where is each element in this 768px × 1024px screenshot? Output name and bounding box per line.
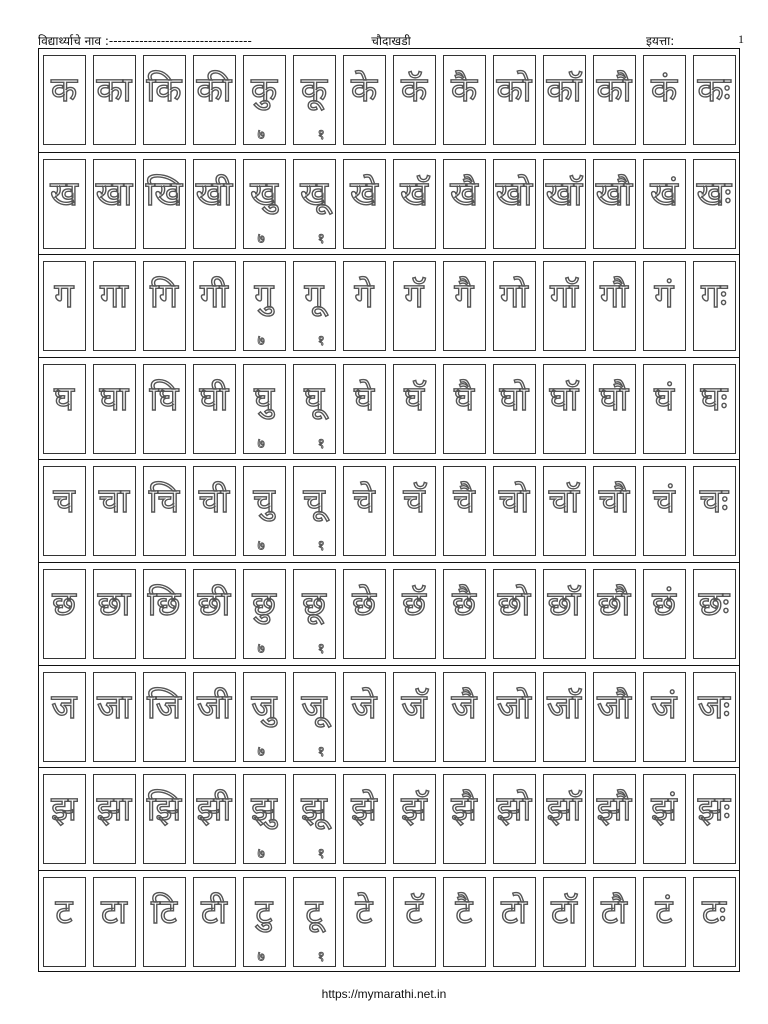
tracing-cell[interactable] [693, 364, 736, 454]
tracing-cell[interactable] [443, 672, 486, 762]
dotted-glyph: जः [697, 686, 731, 727]
dotted-glyph: झु [251, 789, 277, 830]
tracing-cell[interactable] [643, 466, 686, 556]
tracing-cell[interactable] [443, 55, 486, 145]
dotted-glyph: जं [651, 686, 677, 727]
tracing-cell[interactable] [493, 466, 536, 556]
tracing-cell[interactable] [143, 55, 186, 145]
tracing-cell[interactable] [593, 364, 636, 454]
tracing-cell[interactable] [493, 774, 536, 864]
dotted-glyph: खे [350, 173, 378, 214]
dotted-glyph: घॉ [549, 378, 579, 419]
dotted-glyph: खै [450, 173, 478, 214]
dotted-glyph: कै [450, 70, 478, 110]
dotted-glyph: चा [98, 481, 130, 522]
dotted-glyph: टी [201, 891, 227, 932]
dotted-glyph: घु [253, 378, 275, 419]
tracing-cell[interactable] [693, 877, 736, 967]
dotted-glyph: झ [51, 789, 77, 830]
tracing-cell[interactable] [493, 672, 536, 762]
tracing-cell[interactable] [593, 569, 636, 659]
tracing-cell[interactable] [293, 159, 336, 249]
dotted-glyph: कॅ [400, 70, 428, 110]
tracing-cell[interactable] [143, 774, 186, 864]
stroke-order-mark: १ [317, 743, 325, 760]
tracing-cell[interactable] [193, 569, 236, 659]
dotted-glyph: का [96, 70, 132, 110]
tracing-cell[interactable] [393, 774, 436, 864]
dotted-glyph: जौ [596, 686, 632, 727]
tracing-cell[interactable] [443, 261, 486, 351]
dotted-glyph: कू [300, 70, 328, 110]
dotted-glyph: खू [300, 173, 328, 214]
tracing-cell[interactable] [193, 159, 236, 249]
dotted-glyph: गै [454, 276, 474, 317]
tracing-cell[interactable] [43, 364, 86, 454]
dotted-glyph: छू [302, 584, 326, 624]
dotted-glyph: चू [303, 481, 325, 522]
dotted-glyph: गि [150, 276, 178, 317]
dotted-glyph: घौ [599, 378, 629, 419]
dotted-glyph: गे [354, 276, 374, 317]
tracing-cell[interactable] [243, 877, 286, 967]
dotted-glyph: टू [305, 891, 323, 932]
tracing-cell[interactable] [643, 672, 686, 762]
dotted-glyph: के [350, 70, 378, 110]
grid-row [39, 562, 739, 665]
stroke-order-mark: ७ [257, 230, 265, 247]
dotted-glyph: टा [101, 891, 127, 932]
dotted-glyph: घू [303, 378, 325, 419]
dotted-glyph: चे [353, 481, 375, 522]
tracing-cell[interactable] [593, 261, 636, 351]
tracing-cell[interactable] [393, 877, 436, 967]
tracing-cell[interactable] [593, 877, 636, 967]
tracing-cell[interactable] [293, 466, 336, 556]
dotted-glyph: ची [198, 481, 230, 522]
tracing-cell[interactable] [43, 466, 86, 556]
dotted-glyph: जॉ [546, 686, 582, 727]
dotted-glyph: टं [655, 891, 673, 932]
dotted-glyph: छै [452, 584, 476, 624]
tracing-cell[interactable] [243, 55, 286, 145]
tracing-cell[interactable] [593, 774, 636, 864]
tracing-cell[interactable] [293, 364, 336, 454]
stroke-order-mark: १ [317, 230, 325, 247]
dotted-glyph: छा [97, 584, 131, 624]
dotted-glyph: जा [96, 686, 132, 727]
tracing-cell[interactable] [93, 364, 136, 454]
dotted-glyph: झी [196, 789, 232, 830]
dotted-glyph: झि [146, 789, 182, 830]
tracing-cell[interactable] [493, 569, 536, 659]
dotted-glyph: घॅ [403, 378, 425, 419]
tracing-cell[interactable] [693, 672, 736, 762]
tracing-cell[interactable] [443, 569, 486, 659]
tracing-cell[interactable] [43, 159, 86, 249]
tracing-cell[interactable] [643, 159, 686, 249]
tracing-cell[interactable] [143, 159, 186, 249]
dotted-glyph: जे [351, 686, 377, 727]
dotted-glyph: टे [355, 891, 373, 932]
grid-row [39, 49, 739, 152]
dotted-glyph: टै [455, 891, 473, 932]
dotted-glyph: छ [52, 584, 76, 624]
tracing-cell[interactable] [43, 261, 86, 351]
tracing-cell[interactable] [593, 466, 636, 556]
tracing-cell[interactable] [593, 159, 636, 249]
tracing-cell[interactable] [293, 774, 336, 864]
grid-row [39, 665, 739, 768]
tracing-cell[interactable] [643, 877, 686, 967]
stroke-order-mark: १ [317, 846, 325, 863]
dotted-glyph: गु [254, 276, 274, 317]
dotted-glyph: खि [145, 173, 183, 214]
tracing-cell[interactable] [143, 261, 186, 351]
tracing-cell[interactable] [293, 55, 336, 145]
dotted-glyph: जै [451, 686, 477, 727]
dotted-glyph: टि [151, 891, 177, 932]
tracing-cell[interactable] [243, 364, 286, 454]
dotted-glyph: झॉ [546, 789, 582, 830]
dotted-glyph: गः [700, 276, 727, 317]
tracing-cell[interactable] [543, 159, 586, 249]
dotted-glyph: ख [50, 173, 78, 214]
tracing-cell[interactable] [243, 466, 286, 556]
dotted-glyph: घः [700, 378, 728, 419]
dotted-glyph: चु [253, 481, 275, 522]
tracing-cell[interactable] [493, 55, 536, 145]
dotted-glyph: खा [95, 173, 133, 214]
tracing-cell[interactable] [593, 672, 636, 762]
dotted-glyph: जु [251, 686, 277, 727]
dotted-glyph: घा [99, 378, 129, 419]
tracing-cell[interactable] [243, 261, 286, 351]
tracing-cell[interactable] [43, 672, 86, 762]
dotted-glyph: जॅ [401, 686, 427, 727]
barakhadi-grid [38, 48, 740, 972]
tracing-cell[interactable] [193, 877, 236, 967]
dotted-glyph: खु [250, 173, 278, 214]
tracing-cell[interactable] [443, 159, 486, 249]
tracing-cell[interactable] [293, 672, 336, 762]
tracing-cell[interactable] [143, 672, 186, 762]
dotted-glyph: टो [501, 891, 527, 932]
tracing-cell[interactable] [693, 774, 736, 864]
tracing-cell[interactable] [93, 672, 136, 762]
dotted-glyph: चॉ [548, 481, 580, 522]
dotted-glyph: क [50, 70, 78, 110]
stroke-order-mark: ७ [257, 641, 265, 657]
dotted-glyph: ज [51, 686, 77, 727]
tracing-cell[interactable] [693, 55, 736, 145]
dotted-glyph: छॅ [402, 584, 426, 624]
dotted-glyph: खी [195, 173, 233, 214]
tracing-cell[interactable] [143, 569, 186, 659]
stroke-order-mark: ७ [257, 127, 265, 143]
dotted-glyph: चि [148, 481, 180, 522]
dotted-glyph: चं [653, 481, 675, 522]
dotted-glyph: घी [199, 378, 229, 419]
tracing-cell[interactable] [643, 364, 686, 454]
tracing-cell[interactable] [493, 159, 536, 249]
dotted-glyph: कौ [596, 70, 632, 110]
tracing-cell[interactable] [693, 569, 736, 659]
tracing-cell[interactable] [93, 466, 136, 556]
dotted-glyph: घि [149, 378, 179, 419]
tracing-cell[interactable] [193, 55, 236, 145]
worksheet-title: चौदाखडी [371, 34, 411, 48]
dotted-glyph: टौ [601, 891, 627, 932]
stroke-order-mark: १ [317, 435, 325, 452]
tracing-cell[interactable] [143, 466, 186, 556]
tracing-cell[interactable] [693, 159, 736, 249]
tracing-cell[interactable] [143, 364, 186, 454]
dotted-glyph: खॉ [545, 173, 583, 214]
dotted-glyph: झो [496, 789, 532, 830]
tracing-cell[interactable] [243, 774, 286, 864]
tracing-cell[interactable] [343, 569, 386, 659]
stroke-order-mark: ७ [257, 948, 265, 965]
grid-row [39, 357, 739, 460]
tracing-cell[interactable] [643, 55, 686, 145]
tracing-cell[interactable] [393, 261, 436, 351]
dotted-glyph: टॉ [551, 891, 577, 932]
tracing-cell[interactable] [393, 569, 436, 659]
dotted-glyph: कि [146, 70, 182, 110]
dotted-glyph: घ [53, 378, 75, 419]
dotted-glyph: झॅ [401, 789, 427, 830]
tracing-cell[interactable] [543, 877, 586, 967]
dotted-glyph: ग [54, 276, 74, 317]
stroke-order-mark: १ [317, 333, 325, 350]
dotted-glyph: खो [495, 173, 533, 214]
tracing-cell[interactable] [393, 159, 436, 249]
tracing-cell[interactable] [243, 569, 286, 659]
tracing-cell[interactable] [343, 159, 386, 249]
dotted-glyph: चै [453, 481, 475, 522]
dotted-glyph: घो [499, 378, 529, 419]
tracing-cell[interactable] [393, 364, 436, 454]
dotted-glyph: छि [147, 584, 181, 624]
tracing-cell[interactable] [643, 774, 686, 864]
dotted-glyph: खं [650, 173, 678, 214]
grade-label: इयत्ता: [646, 34, 675, 48]
tracing-cell[interactable] [343, 55, 386, 145]
dotted-glyph: च [53, 481, 75, 522]
tracing-cell[interactable] [343, 774, 386, 864]
stroke-order-mark: १ [317, 641, 325, 657]
dotted-glyph: चॅ [403, 481, 425, 522]
dotted-glyph: घे [353, 378, 375, 419]
tracing-cell[interactable] [593, 55, 636, 145]
dotted-glyph: गॉ [550, 276, 578, 317]
dotted-glyph: छॉ [547, 584, 581, 624]
dotted-glyph: टॅ [405, 891, 423, 932]
dotted-glyph: खः [696, 173, 732, 214]
dotted-glyph: गू [304, 276, 324, 317]
tracing-cell[interactable] [243, 672, 286, 762]
tracing-cell[interactable] [443, 466, 486, 556]
footer-url[interactable]: https://mymarathi.net.in [321, 987, 447, 1001]
dotted-glyph: गॅ [404, 276, 424, 317]
tracing-cell[interactable] [343, 877, 386, 967]
grid-row [39, 152, 739, 255]
dotted-glyph: चो [498, 481, 530, 522]
dotted-glyph: खॅ [400, 173, 428, 214]
tracing-cell[interactable] [93, 569, 136, 659]
tracing-cell[interactable] [543, 569, 586, 659]
tracing-cell[interactable] [443, 774, 486, 864]
grid-row [39, 254, 739, 357]
tracing-cell[interactable] [393, 466, 436, 556]
grid-row [39, 767, 739, 870]
tracing-cell[interactable] [293, 261, 336, 351]
tracing-cell[interactable] [643, 261, 686, 351]
tracing-cell[interactable] [393, 55, 436, 145]
page-number: 1 [738, 32, 744, 46]
tracing-cell[interactable] [343, 364, 386, 454]
stroke-order-mark: ७ [257, 538, 265, 555]
dotted-glyph: चौ [598, 481, 630, 522]
dotted-glyph: घै [453, 378, 475, 419]
tracing-cell[interactable] [43, 774, 86, 864]
dotted-glyph: झा [96, 789, 132, 830]
tracing-cell[interactable] [693, 261, 736, 351]
tracing-cell[interactable] [443, 877, 486, 967]
dotted-glyph: कं [650, 70, 678, 110]
stroke-order-mark: ७ [257, 333, 265, 350]
dotted-glyph: छौ [597, 584, 631, 624]
tracing-cell[interactable] [343, 261, 386, 351]
tracing-cell[interactable] [43, 877, 86, 967]
dotted-glyph: छी [197, 584, 231, 624]
tracing-cell[interactable] [143, 877, 186, 967]
dotted-glyph: गं [654, 276, 674, 317]
dotted-glyph: गौ [600, 276, 628, 317]
dotted-glyph: छे [352, 584, 376, 624]
tracing-cell[interactable] [93, 159, 136, 249]
student-name-label: विद्यार्थ्याचे नाव :--------------------------------- [38, 34, 252, 48]
tracing-cell[interactable] [693, 466, 736, 556]
dotted-glyph: जी [196, 686, 232, 727]
grid-row [39, 459, 739, 562]
tracing-cell[interactable] [43, 569, 86, 659]
tracing-cell[interactable] [543, 774, 586, 864]
tracing-cell[interactable] [293, 569, 336, 659]
tracing-cell[interactable] [493, 877, 536, 967]
tracing-cell[interactable] [93, 877, 136, 967]
dotted-glyph: चः [699, 481, 729, 522]
dotted-glyph: छु [252, 584, 276, 624]
dotted-glyph: गो [500, 276, 528, 317]
tracing-cell[interactable] [543, 466, 586, 556]
tracing-cell[interactable] [193, 364, 236, 454]
tracing-cell[interactable] [443, 364, 486, 454]
dotted-glyph: झः [697, 789, 731, 830]
tracing-cell[interactable] [543, 672, 586, 762]
dotted-glyph: जि [146, 686, 182, 727]
stroke-order-mark: १ [317, 948, 325, 965]
dotted-glyph: छो [497, 584, 531, 624]
dotted-glyph: टु [255, 891, 273, 932]
tracing-cell[interactable] [343, 466, 386, 556]
tracing-cell[interactable] [193, 261, 236, 351]
dotted-glyph: गी [200, 276, 228, 317]
dotted-glyph: छः [698, 584, 730, 624]
tracing-cell[interactable] [493, 261, 536, 351]
tracing-cell[interactable] [543, 364, 586, 454]
tracing-cell[interactable] [93, 774, 136, 864]
tracing-cell[interactable] [93, 55, 136, 145]
tracing-cell[interactable] [493, 364, 536, 454]
tracing-cell[interactable] [193, 672, 236, 762]
dotted-glyph: झे [351, 789, 377, 830]
tracing-cell[interactable] [43, 55, 86, 145]
stroke-order-mark: ७ [257, 743, 265, 760]
tracing-cell[interactable] [643, 569, 686, 659]
dotted-glyph: ट [55, 891, 73, 932]
tracing-cell[interactable] [293, 877, 336, 967]
stroke-order-mark: १ [317, 538, 325, 555]
tracing-cell[interactable] [93, 261, 136, 351]
dotted-glyph: को [496, 70, 532, 110]
dotted-glyph: कः [697, 70, 731, 110]
dotted-glyph: झै [451, 789, 477, 830]
stroke-order-mark: १ [317, 127, 325, 143]
dotted-glyph: कॉ [546, 70, 582, 110]
dotted-glyph: जू [301, 686, 327, 727]
tracing-cell[interactable] [393, 672, 436, 762]
dotted-glyph: जो [496, 686, 532, 727]
tracing-cell[interactable] [193, 774, 236, 864]
dotted-glyph: खौ [595, 173, 633, 214]
dotted-glyph: झौ [596, 789, 632, 830]
tracing-cell[interactable] [243, 159, 286, 249]
tracing-cell[interactable] [543, 261, 586, 351]
dotted-glyph: छं [652, 584, 676, 624]
stroke-order-mark: ७ [257, 846, 265, 863]
dotted-glyph: की [196, 70, 232, 110]
dotted-glyph: घं [653, 378, 675, 419]
dotted-glyph: टः [701, 891, 726, 932]
dotted-glyph: झं [651, 789, 677, 830]
stroke-order-mark: ७ [257, 435, 265, 452]
tracing-cell[interactable] [543, 55, 586, 145]
dotted-glyph: कु [250, 70, 278, 110]
tracing-cell[interactable] [343, 672, 386, 762]
grid-row [39, 870, 739, 973]
dotted-glyph: गा [100, 276, 128, 317]
dotted-glyph: झू [301, 789, 327, 830]
tracing-cell[interactable] [193, 466, 236, 556]
